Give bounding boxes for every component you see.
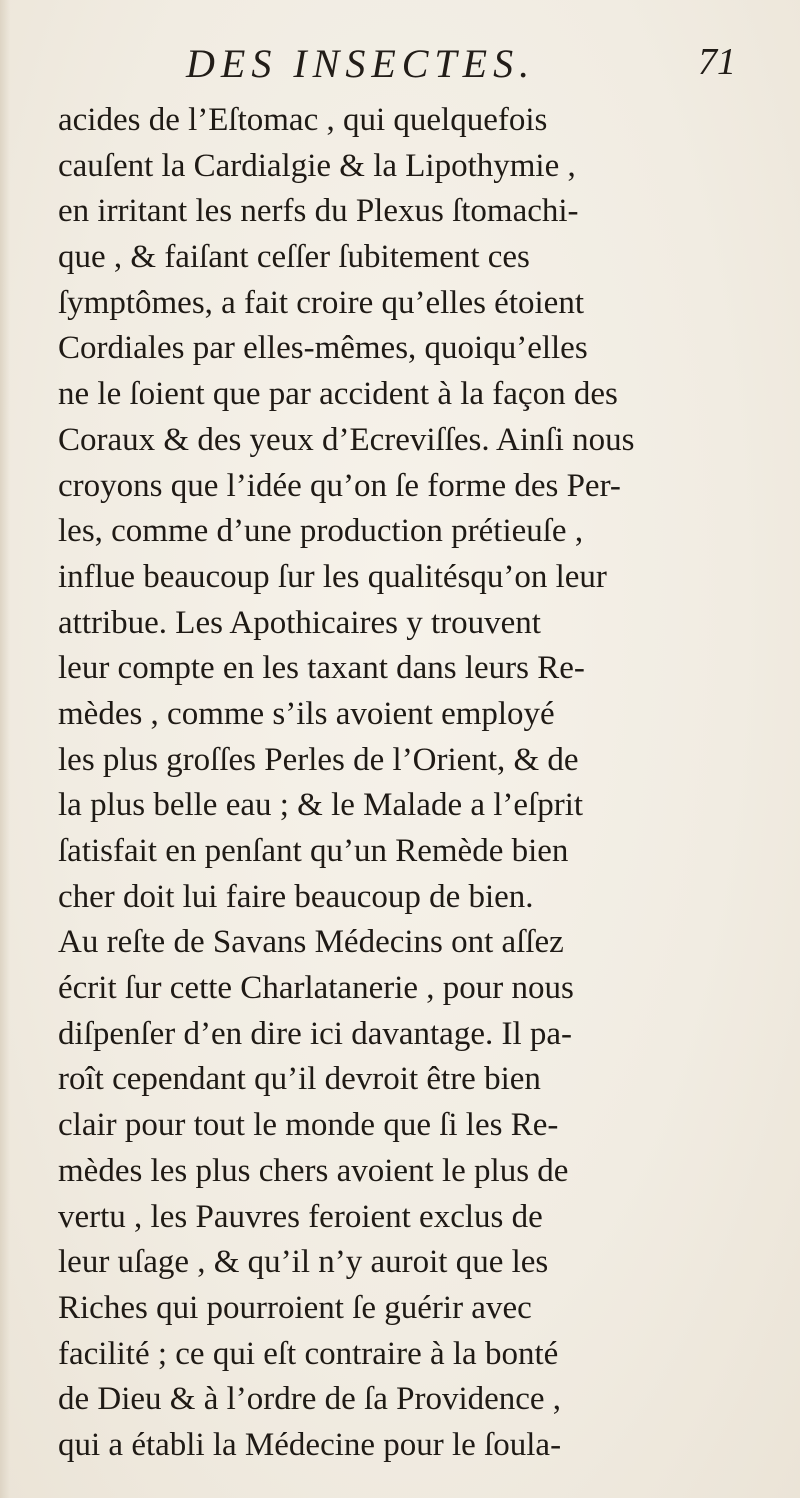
text-line: que , & faiſant ceſſer ſubitement ces <box>58 239 530 276</box>
text-line: vertu , les Pauvres feroient exclus de <box>58 1198 543 1235</box>
text-line: Au reſte de Savans Médecins ont aſſez <box>58 924 564 961</box>
text-line: de Dieu & à l’ordre de ſa Providence , <box>58 1381 562 1418</box>
text-line: clair pour tout le monde que ſi les Re- <box>58 1107 559 1144</box>
text-line: facilité ; ce qui eſt contraire à la bonté <box>58 1335 559 1372</box>
text-line: cauſent la Cardialgie & la Lipothymie , <box>58 147 576 184</box>
text-line: Coraux & des yeux d’Ecreviſſes. Ainſi nous <box>58 421 635 458</box>
page-edge-shadow <box>0 0 10 1498</box>
text-line: en irritant les nerfs du Plexus ſtomachi- <box>58 193 579 230</box>
text-line: ſymptômes, a fait croire qu’elles étoient <box>58 284 584 321</box>
page-number: 71 <box>698 41 736 83</box>
text-line: mèdes les plus chers avoient le plus de <box>58 1152 569 1189</box>
text-line: cher doit lui faire beaucoup de bien. <box>58 878 534 915</box>
text-line: ſatisfait en penſant qu’un Remède bien <box>58 833 569 869</box>
text-line: influe beaucoup ſur les qualitésqu’on leur <box>58 558 607 595</box>
running-head-title: DES INSECTES. <box>186 41 536 86</box>
text-line: Cordiales par elles-mêmes, quoiqu’elles <box>58 330 588 367</box>
text-line: les plus groſſes Perles de l’Orient, & de <box>58 741 579 778</box>
running-head <box>186 40 746 90</box>
text-line: qui a établi la Médecine pour le ſoula- <box>58 1426 562 1463</box>
text-line: les, comme d’une production prétieuſe , <box>58 513 584 550</box>
body-text <box>58 98 758 1469</box>
text-line: leur uſage , & qu’il n’y auroit que les <box>58 1244 549 1281</box>
text-line: diſpenſer d’en dire ici davantage. Il pa- <box>58 1015 573 1052</box>
text-line: leur compte en les taxant dans leurs Re- <box>58 650 585 687</box>
text-line: acides de l’Eſtomac , qui quelquefois <box>58 102 548 138</box>
text-line: mèdes , comme s’ils avoient employé <box>58 695 555 732</box>
text-line: Riches qui pourroient ſe guérir avec <box>58 1289 532 1326</box>
text-line: la plus belle eau ; & le Malade a l’eſprit <box>58 787 584 824</box>
text-line: croyons que l’idée qu’on ſe forme des Per- <box>58 467 621 504</box>
text-line: attribue. Les Apothicaires y trouvent <box>58 604 541 641</box>
text-line: ne le ſoient que par accident à la façon des <box>58 376 618 413</box>
text-line: écrit ſur cette Charlatanerie , pour nous <box>58 970 574 1007</box>
text-line: roît cependant qu’il devroit être bien <box>58 1061 541 1098</box>
